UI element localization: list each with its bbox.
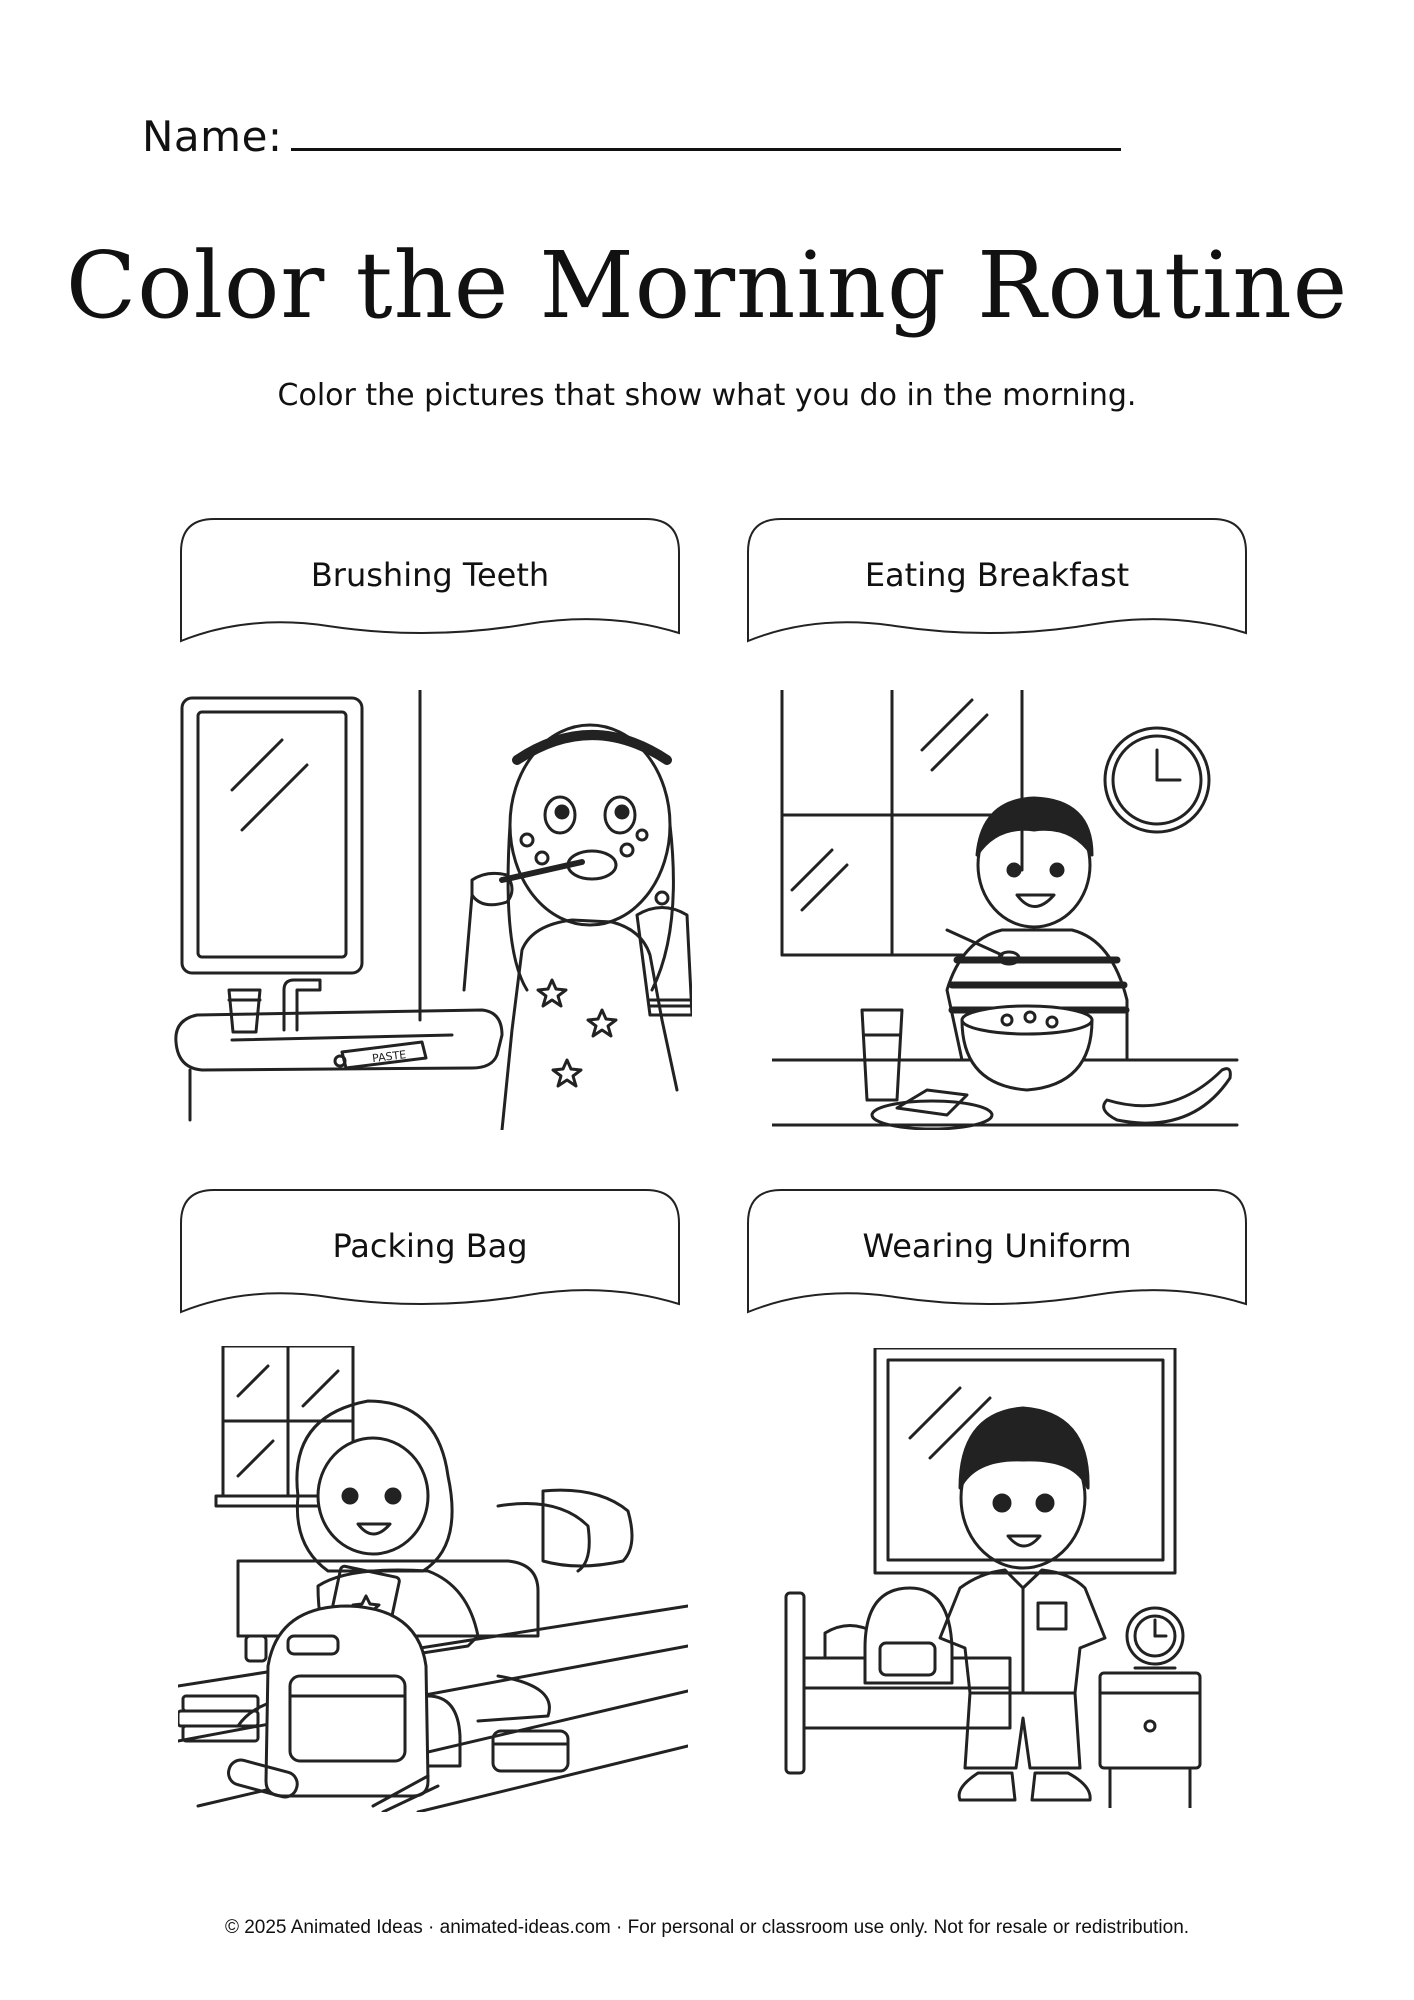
copyright-footer: © 2025 Animated Ideas · animated-ideas.com · For personal or classroom use only. Not for resale or redistribution. (224, 1917, 1190, 1938)
card-label-eating-breakfast (745, 516, 1249, 644)
card-label-packing-bag (178, 1187, 682, 1315)
page-title: Color the Morning Routine (65, 232, 1349, 339)
name-field (142, 112, 1121, 161)
card-title: Wearing Uniform (862, 1227, 1132, 1265)
card-label-brushing-teeth (178, 516, 682, 644)
card-title: Eating Breakfast (864, 556, 1130, 594)
girl-packing-bag-icon (178, 1346, 688, 1812)
card-title: Brushing Teeth (310, 556, 550, 594)
toothpaste-label: PASTE (371, 1048, 407, 1066)
boy-wearing-uniform-icon (780, 1348, 1240, 1808)
name-label: Name: (142, 112, 283, 161)
card-label-wearing-uniform (745, 1187, 1249, 1315)
name-write-line (291, 114, 1121, 151)
boy-eating-breakfast-icon (772, 690, 1242, 1130)
girl-brushing-teeth-icon (172, 690, 692, 1130)
card-title: Packing Bag (332, 1227, 528, 1265)
instructions: Color the pictures that show what you do in the morning. (277, 378, 1137, 413)
